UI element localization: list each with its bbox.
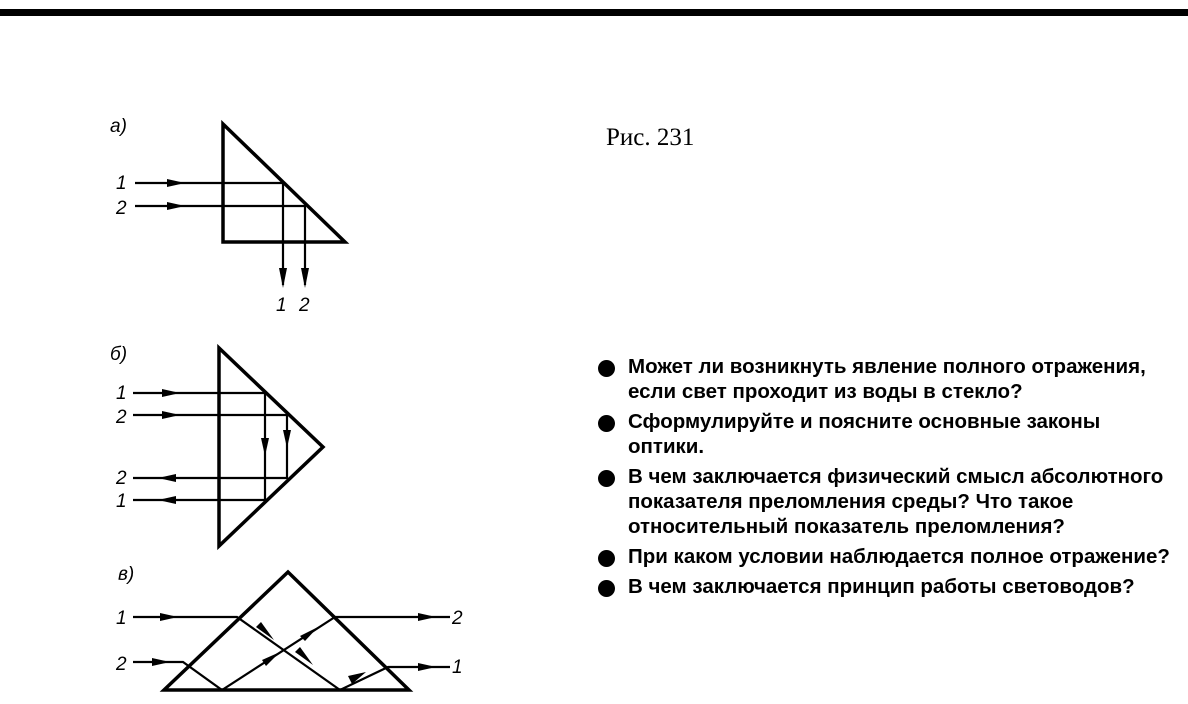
panel-a-arrow-out-1 [279,268,287,288]
bullet-icon [598,415,615,432]
question-text: При каком условии наблюдается полное отражение? [628,545,1170,568]
panel-c-label: в) [118,564,135,585]
question-text: Может ли возникнуть явление полного отражения, если свет проходит из воды в стекло? [628,355,1146,403]
panel-c-arrow-in-2 [152,658,170,666]
panel-a-out-label-1: 1 [276,295,287,316]
panel-c-prism [164,572,409,690]
panel-b-out-label-1: 1 [116,491,127,512]
panel-b-arrow-out-2 [158,474,176,482]
question-item [598,464,1178,539]
panel-a-in-label-2: 2 [116,198,127,219]
panel-c-out-label-1: 1 [452,657,463,678]
panel-a-ray-1 [135,183,283,285]
question-list [598,354,1178,604]
panel-b-arrow-out-1 [158,496,176,504]
question-text: Сформулируйте и поясните основные законы оптики. [628,410,1101,458]
question-text: В чем заключается принцип работы световодов? [628,575,1135,598]
panel-b-arrow-in-1 [162,389,180,397]
panel-a-out-label-2: 2 [299,295,310,316]
panel-c-out-label-2: 2 [452,608,463,629]
panel-a-label: а) [110,116,127,137]
panel-b-arrow-down-2 [283,430,291,448]
panel-b-ray-1 [133,393,265,500]
panel-b-in-label-1: 1 [116,383,127,404]
panel-b-prism [219,348,323,546]
panel-c-arrow-out-1 [418,663,436,671]
panel-a-arrow-in-2 [167,202,185,210]
panel-b-in-label-2: 2 [116,407,127,428]
panel-a-arrow-in-1 [167,179,185,187]
panel-c [115,564,463,690]
bullet-icon [598,580,615,597]
panel-a-arrow-out-2 [301,268,309,288]
question-item [598,354,1178,404]
panel-c-arrow-inner-3 [262,652,280,666]
panel-a [110,116,345,316]
bullet-icon [598,360,615,377]
panel-a-in-label-1: 1 [116,173,127,194]
question-item [598,409,1178,459]
panel-a-ray-2 [135,206,305,285]
panel-c-in-label-2: 2 [116,654,127,675]
panel-b [110,344,323,546]
question-item [598,574,1178,599]
bullet-icon [598,470,615,487]
question-item [598,544,1178,569]
bullet-icon [598,550,615,567]
question-text: В чем заключается физический смысл абсолютного показателя преломления среды? Что такое относительный показатель преломления? [628,465,1164,538]
figure-caption: Рис. 231 [606,124,695,151]
panel-c-in-label-1: 1 [116,608,127,629]
panel-b-label: б) [110,344,128,365]
panel-c-arrow-in-1 [160,613,178,621]
panel-b-arrow-in-2 [162,411,180,419]
panel-b-arrow-down-1 [261,438,269,456]
panel-b-out-label-2: 2 [116,468,127,489]
panel-c-arrow-out-2 [418,613,436,621]
panel-c-ray-1 [133,617,450,690]
panel-c-ray-2 [133,617,450,690]
panel-c-arrow-inner-2 [295,647,313,665]
